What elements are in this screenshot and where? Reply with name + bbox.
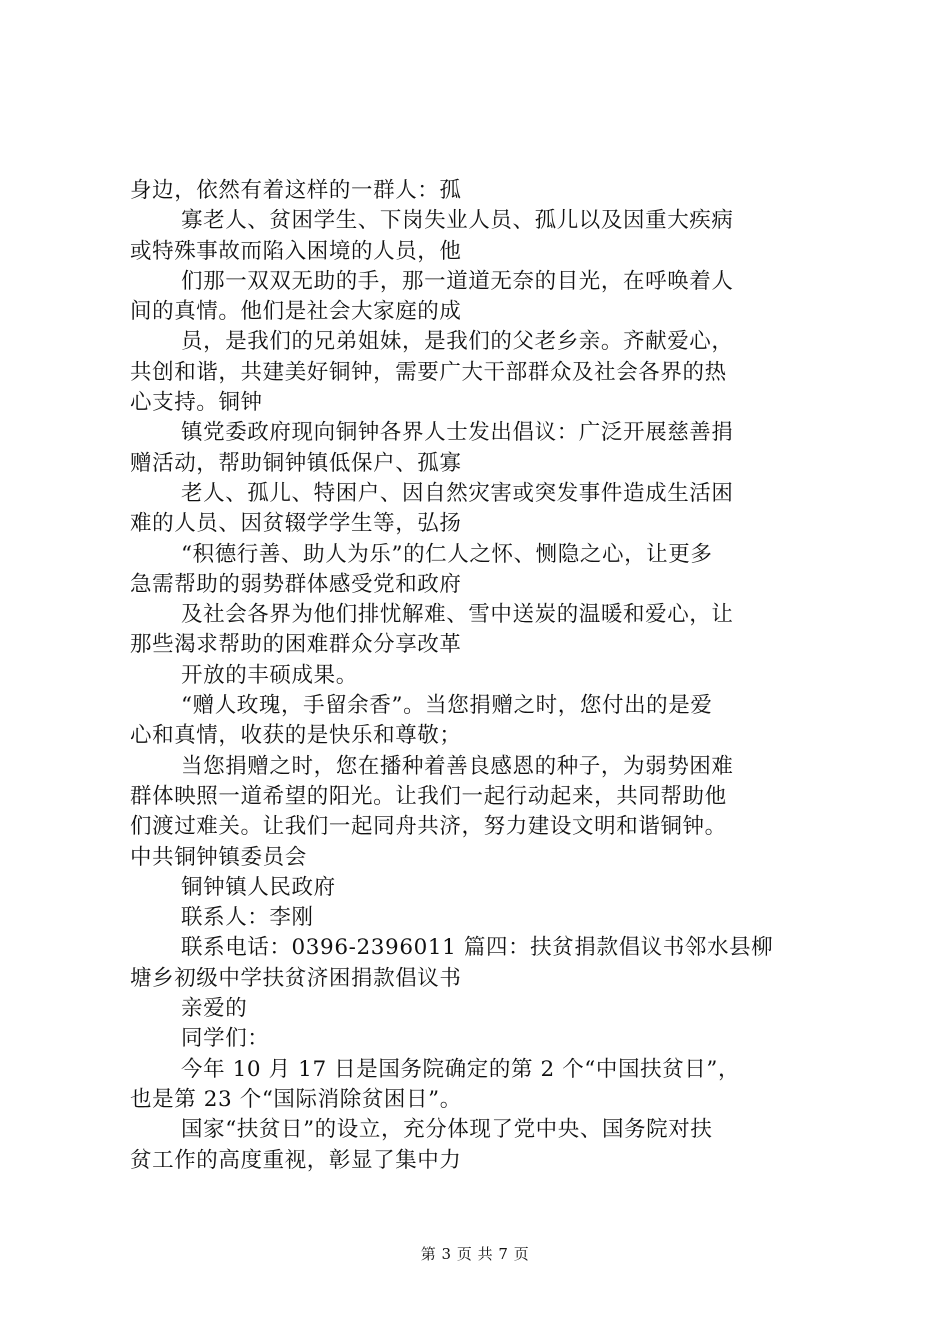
text-line: 镇党委政府现向铜钟各界人士发出倡议：广泛开展慈善捐 <box>181 420 734 446</box>
text-line: 心支持。铜钟 <box>130 390 263 416</box>
text-line: 或特殊事故而陷入困境的人员，他 <box>130 238 462 264</box>
text-line: 难的人员、因贫辍学学生等，弘扬 <box>130 511 462 537</box>
text-line: 塘乡初级中学扶贫济困捐款倡议书 <box>130 965 462 991</box>
text-line: 员，是我们的兄弟姐妹，是我们的父老乡亲。齐献爱心， <box>181 329 734 355</box>
text-line: 铜钟镇人民政府 <box>181 874 336 900</box>
text-line: 那些渴求帮助的困难群众分享改革 <box>130 632 462 658</box>
page-footer: 第 3 页 共 7 页 <box>420 1245 530 1263</box>
text-line: 身边，依然有着这样的一群人：孤 <box>130 178 462 203</box>
text-line: 群体映照一道希望的阳光。让我们一起行动起来，共同帮助他 <box>130 783 727 809</box>
text-line: 贫工作的高度重视，彰显了集中力 <box>130 1147 462 1173</box>
text-line: 共创和谐，共建美好铜钟，需要广大干部群众及社会各界的热 <box>130 359 727 385</box>
text-line: 及社会各界为他们排忧解难、雪中送炭的温暖和爱心，让 <box>181 602 734 628</box>
text-line: 亲爱的 <box>181 996 248 1022</box>
text-line: 当您捐赠之时，您在播种着善良感恩的种子，为弱势困难 <box>181 753 734 779</box>
text-line: 联系人：李刚 <box>181 905 314 931</box>
text-line: 赠活动，帮助铜钟镇低保户、孤寡 <box>130 450 462 476</box>
text-line: 们那一双双无助的手，那一道道无奈的目光，在呼唤着人 <box>181 268 734 294</box>
text-line: 开放的丰硕成果。 <box>181 662 358 688</box>
text-line: 老人、孤儿、特困户、因自然灾害或突发事件造成生活困 <box>181 480 734 506</box>
text-line: 心和真情，收获的是快乐和尊敬； <box>130 723 462 749</box>
text-line: 也是第 23 个“国际消除贫困日”。 <box>130 1086 462 1112</box>
text-line: 们渡过难关。让我们一起同舟共济，努力建设文明和谐铜钟。 <box>130 814 727 840</box>
text-line: 急需帮助的弱势群体感受党和政府 <box>130 571 462 597</box>
text-line: 联系电话：0396-2396011 篇四：扶贫捐款倡议书邻水县柳 <box>181 935 774 961</box>
text-line: 间的真情。他们是社会大家庭的成 <box>130 299 462 325</box>
text-line: “赠人玫瑰，手留余香”。当您捐赠之时，您付出的是爱 <box>181 693 713 719</box>
text-line: 中共铜钟镇委员会 <box>130 844 307 870</box>
text-line: 同学们： <box>181 1026 270 1052</box>
text-line: 国家“扶贫日”的设立，充分体现了党中央、国务院对扶 <box>181 1117 713 1143</box>
text-line: 今年 10 月 17 日是国务院确定的第 2 个“中国扶贫日”， <box>181 1056 741 1082</box>
document-body <box>130 176 830 1176</box>
text-line: “积德行善、助人为乐”的仁人之怀、恻隐之心，让更多 <box>181 541 713 567</box>
text-line: 寡老人、贫困学生、下岗失业人员、孤儿以及因重大疾病 <box>181 208 734 234</box>
